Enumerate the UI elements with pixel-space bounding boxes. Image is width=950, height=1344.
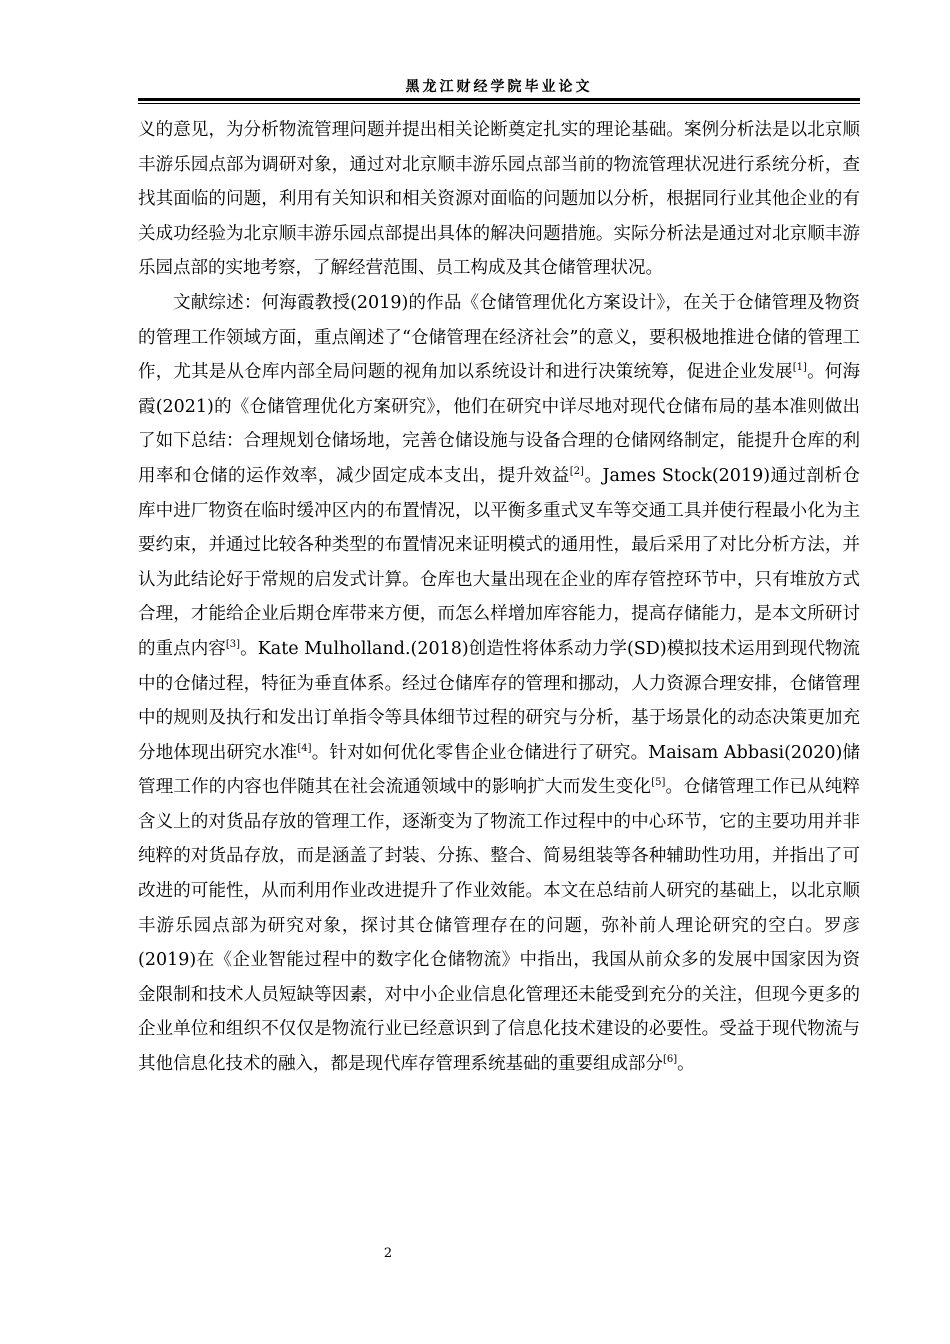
page-number: 2: [383, 1246, 393, 1261]
citation-marker: [2]: [569, 465, 584, 477]
paragraph-text: 。: [677, 1054, 695, 1075]
citation-marker: [6]: [663, 1054, 678, 1066]
paragraph-text: 文献综述：何海霞教授(2019)的作品《仓储管理优化方案设计》，在关于仓储管理及物资的管理工作领域方面，重点阐述了“仓储管理在经济社会”的意义，要积极地推进仓储的管理工作，尤其是从仓库内部全局问题的视角加以系统设计和进行决策统筹，促进企业发展: [138, 292, 860, 383]
body-text: [138, 113, 860, 1082]
citation-marker: [1]: [792, 362, 807, 374]
paragraph-text: 。针对如何优化零售企业仓储进行了研究。Maisam Abbasi(2020)储管理工作的内容也伴随其在社会流通领域中的影响扩大而发生变化: [138, 742, 860, 798]
citation-marker: [4]: [297, 742, 312, 754]
paragraph: [138, 286, 860, 1082]
header-rule-thick: [138, 98, 860, 101]
paragraph-text: 。Kate Mulholland.(2018)创造性将体系动力学(SD)模拟技术运用到现代物流中的仓储过程，特征为垂直体系。经过仓储库存的管理和挪动，人力资源合理安排，仓储管理中的规则及执行和发出订单指令等具体细节过程的研究与分析，基于场景化的动态决策更加充分地体现出研究水准: [138, 638, 860, 763]
paragraph-text: 。James Stock(2019)通过剖析仓库中进厂物资在临时缓冲区内的布置情况，以平衡多重式叉车等交通工具并使行程最小化为主要约束，并通过比较各种类型的布置情况来证明模式的通用性，最后采用了对比分析方法，并认为此结论好于常规的启发式计算。仓库也大量出现在企业的库存管控环节中，只有堆放方式合理，才能给企业后期仓库带来方便，而怎么样增加库容能力，提高存储能力，是本文所研讨的重点内容: [138, 465, 860, 659]
running-header-title: 黑龙江财经学院毕业论文: [405, 79, 593, 95]
citation-marker: [5]: [651, 777, 666, 789]
paragraph-text: 。何海霞(2021)的《仓储管理优化方案研究》，他们在研究中详尽地对现代仓储布局的基本准则做出了如下总结：合理规划仓储场地，完善仓储设施与设备合理的仓储网络制定，能提升仓库的利用率和仓储的运作效率，减少固定成本支出，提升效益: [138, 362, 861, 486]
citation-marker: [3]: [225, 638, 241, 650]
paragraph: [138, 113, 860, 286]
paragraph-text: 义的意见，为分析物流管理问题并提出相关论断奠定扎实的理论基础。案例分析法是以北京顺丰游乐园点部为调研对象，通过对北京顺丰游乐园点部当前的物流管理状况进行系统分析，查找其面临的问题，利用有关知识和相关资源对面临的问题加以分析，根据同行业其他企业的有关成功经验为北京顺丰游乐园点部提出具体的解决问题措施。实际分析法是通过对北京顺丰游乐园点部的实地考察，了解经营范围、员工构成及其仓储管理状况。: [138, 120, 860, 279]
header-rule-thin: [138, 103, 860, 104]
paragraph-text: 。仓储管理工作已从纯粹含义上的对货品存放的管理工作，逐渐变为了物流工作过程中的中心环节，它的主要功用并非纯粹的对货品存放，而是涵盖了封装、分拣、整合、简易组装等各种辅助性功用，并指出了可改进的可能性，从而利用作业改进提升了作业效能。本文在总结前人研究的基础上，以北京顺丰游乐园点部为研究对象，探讨其仓储管理存在的问题，弥补前人理论研究的空白。罗彦(2019)在《企业智能过程中的数字化仓储物流》中指出，我国从前众多的发展中国家因为资金限制和技术人员短缺等因素，对中小企业信息化管理还未能受到充分的关注，但现今更多的企业单位和组织不仅仅是物流行业已经意识到了信息化技术建设的必要性。受益于现代物流与其他信息化技术的融入，都是现代库存管理系统基础的重要组成部分: [138, 777, 861, 1075]
